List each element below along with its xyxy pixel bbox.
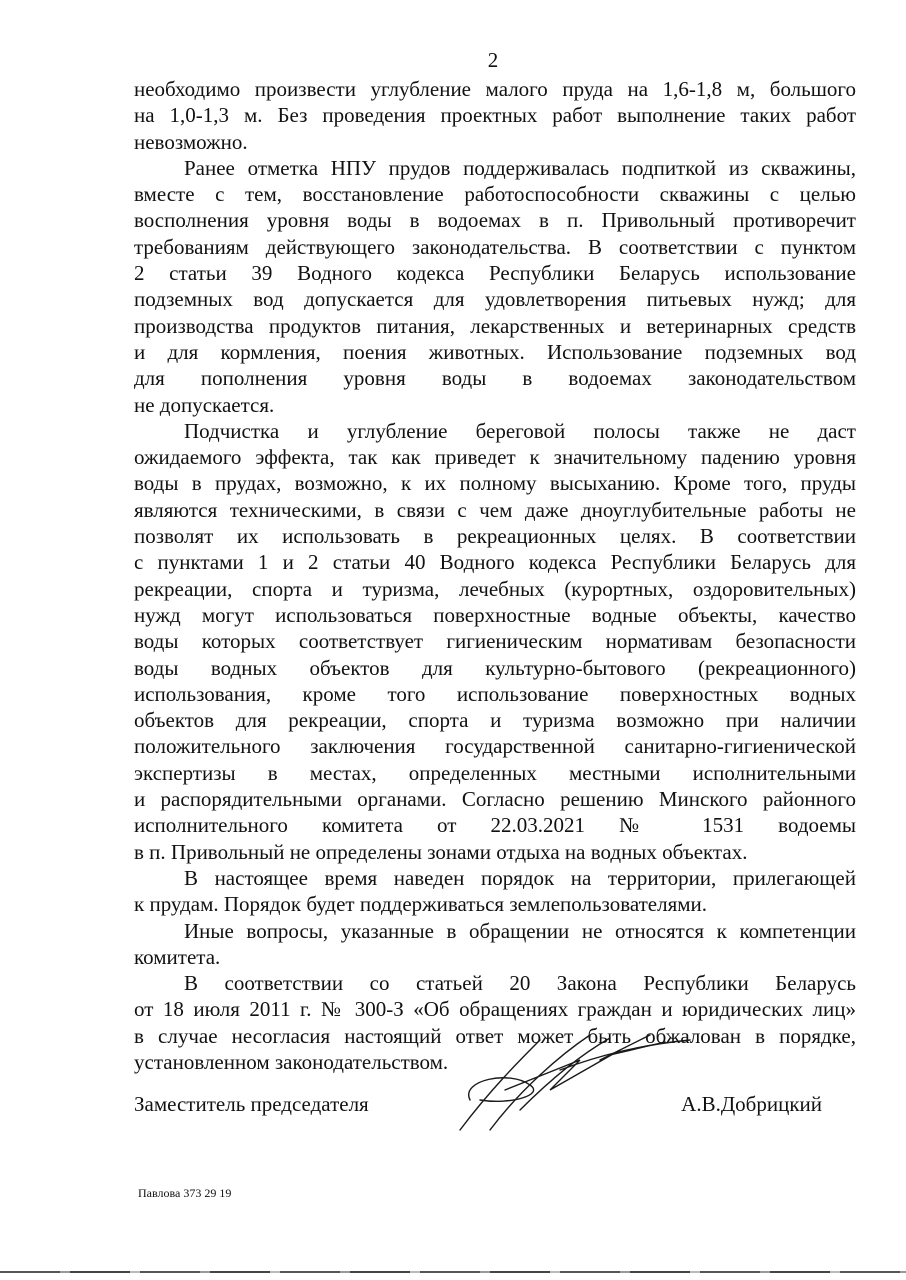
text-line: позволят их использовать в рекреационных целях. В соответствии — [134, 524, 856, 549]
signatory-role: Заместитель председателя — [134, 1092, 369, 1116]
handwritten-signature — [450, 1030, 710, 1140]
text-line: необходимо произвести углубление малого пруда на 1,6-1,8 м, большого — [134, 77, 856, 101]
text-line: на 1,0-1,3 м. Без проведения проектных работ выполнение таких работ — [134, 103, 856, 128]
text-line: 2 статьи 39 Водного кодекса Республики Беларусь использование — [134, 261, 856, 286]
text-line: В соответствии со статьей 20 Закона Республики Беларусь — [184, 971, 856, 996]
text-line: комитета. — [134, 944, 221, 969]
text-line: объектов для рекреации, спорта и туризма возможно при наличии — [134, 708, 856, 733]
text-line: подземных вод допускается для удовлетворения питьевых нужд; для — [134, 287, 856, 312]
text-line: установленном законодательством. — [134, 1049, 449, 1074]
paragraph-1 — [134, 76, 856, 155]
letter-body — [134, 76, 856, 1075]
text-line: воды в прудах, возможно, к их полному высыханию. Кроме того, пруды — [134, 471, 856, 496]
text-line: в п. Привольный не определены зонами отдыха на водных объектах. — [134, 839, 748, 864]
text-line: ожидаемого эффекта, так как приведет к значительному падению уровня — [134, 445, 856, 470]
text-line: не допускается. — [134, 392, 275, 417]
paragraph-3 — [134, 418, 856, 865]
text-line: в случае несогласия настоящий ответ может быть обжалован в порядке, — [134, 1023, 856, 1048]
text-line: являются техническими, в связи с чем даже дноуглубительные работы не — [134, 497, 856, 522]
text-line: для пополнения уровня воды в водоемах законодательством — [134, 366, 856, 391]
text-line: от 18 июля 2011 г. № 300-З «Об обращениях граждан и юридических лиц» — [134, 997, 856, 1022]
text-line: исполнительного комитета от 22.03.2021 № 1531 водоемы — [134, 813, 856, 838]
text-line: рекреации, спорта и туризма, лечебных (курортных, оздоровительных) — [134, 576, 856, 601]
text-line: воды которых соответствует гигиеническим нормативам безопасности — [134, 629, 856, 654]
text-line: В настоящее время наведен порядок на территории, прилегающей — [184, 865, 856, 890]
signatory-name: А.В.Добрицкий — [681, 1092, 822, 1116]
text-line: вместе с тем, восстановление работоспособности скважины с целью — [134, 182, 856, 207]
text-line: и для кормления, поения животных. Использование подземных вод — [134, 339, 856, 364]
paragraph-4 — [134, 865, 856, 918]
text-line: восполнения уровня воды в водоемах в п. Привольный противоречит — [134, 208, 856, 233]
text-line: Подчистка и углубление береговой полосы также не даст — [184, 418, 856, 443]
page-number: 2 — [487, 48, 499, 72]
text-line: нужд могут использоваться поверхностные водные объекты, качество — [134, 602, 856, 627]
text-line: использования, кроме того использование поверхностных водных — [134, 681, 856, 706]
text-line: воды водных объектов для культурно-бытового (рекреационного) — [134, 655, 856, 680]
text-line: Ранее отметка НПУ прудов поддерживалась подпиткой из скважины, — [184, 155, 856, 180]
text-line: положительного заключения государственной санитарно-гигиенической — [134, 734, 856, 759]
text-line: экспертизы в местах, определенных местными исполнительными — [134, 760, 856, 785]
text-line: требованиям действующего законодательства. В соответствии с пунктом — [134, 234, 856, 259]
text-line: Иные вопросы, указанные в обращении не относятся к компетенции — [184, 918, 856, 943]
executor-contact: Павлова 373 29 19 — [138, 1186, 232, 1200]
scan-edge-line — [0, 1271, 906, 1273]
text-line: производства продуктов питания, лекарственных и ветеринарных средств — [134, 313, 856, 338]
paragraph-2 — [134, 155, 856, 418]
text-line: невозможно. — [134, 129, 248, 154]
paragraph-5 — [134, 918, 856, 971]
text-line: к прудам. Порядок будет поддерживаться землепользователями. — [134, 892, 708, 917]
text-line: и распорядительными органами. Согласно решению Минского районного — [134, 787, 856, 812]
text-line: с пунктами 1 и 2 статьи 40 Водного кодекса Республики Беларусь для — [134, 550, 856, 575]
